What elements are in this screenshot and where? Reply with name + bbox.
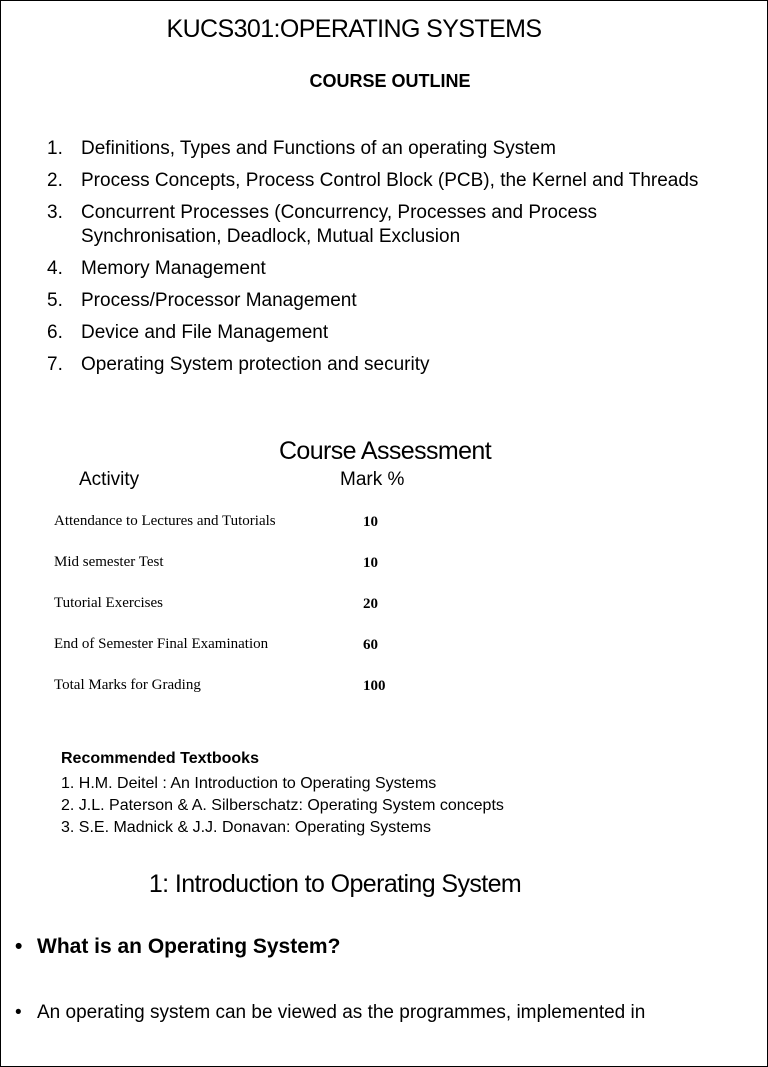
course-outline-list bbox=[47, 137, 731, 385]
outline-item bbox=[47, 289, 731, 313]
course-title: KUCS301:OPERATING SYSTEMS bbox=[166, 15, 542, 43]
outline-item-text: Concurrent Processes (Concurrency, Processes and Process Synchronisation, Deadlock, Mutual Exclusion bbox=[81, 202, 598, 247]
outline-item-number: 1. bbox=[47, 138, 63, 159]
textbooks-list bbox=[61, 773, 504, 839]
assessment-mark: 100 bbox=[363, 678, 386, 694]
outline-item-text: Device and File Management bbox=[81, 322, 329, 343]
assessment-mark: 20 bbox=[363, 596, 378, 612]
textbook-item: 2. J.L. Paterson & A. Silberschatz: Operating System concepts bbox=[61, 797, 504, 814]
bullet-text: An operating system can be viewed as the programmes, implemented in bbox=[37, 1002, 646, 1023]
course-outline-heading: COURSE OUTLINE bbox=[309, 71, 471, 91]
assessment-title: Course Assessment bbox=[278, 437, 492, 465]
outline-item bbox=[47, 353, 731, 377]
assessment-row bbox=[54, 677, 454, 697]
mark-column-header: Mark % bbox=[340, 469, 405, 490]
assessment-activity: Total Marks for Grading bbox=[54, 677, 201, 693]
outline-item-text: Memory Management bbox=[81, 258, 266, 279]
assessment-row bbox=[54, 513, 454, 533]
assessment-row bbox=[54, 595, 454, 615]
outline-item-number: 4. bbox=[47, 258, 63, 279]
outline-item-text: Operating System protection and security bbox=[81, 354, 430, 375]
outline-item-text: Process Concepts, Process Control Block (PCB), the Kernel and Threads bbox=[81, 170, 699, 191]
activity-column-header: Activity bbox=[79, 469, 140, 490]
textbooks-heading: Recommended Textbooks bbox=[61, 750, 259, 767]
assessment-activity: Attendance to Lectures and Tutorials bbox=[54, 513, 276, 529]
outline-item-number: 3. bbox=[47, 202, 63, 223]
slide-course-assessment bbox=[0, 433, 768, 867]
introduction-title: 1: Introduction to Operating System bbox=[148, 870, 522, 898]
slide-introduction bbox=[0, 866, 768, 1067]
textbook-item: 3. S.E. Madnick & J.J. Donavan: Operating Systems bbox=[61, 819, 431, 836]
assessment-mark: 10 bbox=[363, 555, 378, 571]
outline-item bbox=[47, 169, 731, 193]
bullet-marker: • bbox=[15, 935, 23, 958]
outline-item-number: 6. bbox=[47, 322, 63, 343]
outline-item-number: 5. bbox=[47, 290, 63, 311]
outline-item-text: Definitions, Types and Functions of an operating System bbox=[81, 138, 556, 159]
outline-item-number: 2. bbox=[47, 170, 63, 191]
outline-item-text: Process/Processor Management bbox=[81, 290, 357, 311]
outline-item bbox=[47, 257, 731, 281]
assessment-activity: Tutorial Exercises bbox=[54, 595, 164, 611]
assessment-activity: End of Semester Final Examination bbox=[54, 636, 269, 652]
slide-course-outline bbox=[0, 0, 768, 435]
bullet-marker: • bbox=[15, 1002, 22, 1023]
assessment-row bbox=[54, 636, 454, 656]
bullet-text: What is an Operating System? bbox=[37, 935, 341, 958]
assessment-row bbox=[54, 554, 454, 574]
textbook-item: 1. H.M. Deitel : An Introduction to Operating Systems bbox=[61, 775, 437, 792]
assessment-mark: 10 bbox=[363, 514, 378, 530]
assessment-mark: 60 bbox=[363, 637, 378, 653]
outline-item bbox=[47, 321, 731, 345]
outline-item bbox=[47, 137, 731, 161]
assessment-activity: Mid semester Test bbox=[54, 554, 164, 570]
outline-item-number: 7. bbox=[47, 354, 63, 375]
outline-item bbox=[47, 201, 731, 249]
